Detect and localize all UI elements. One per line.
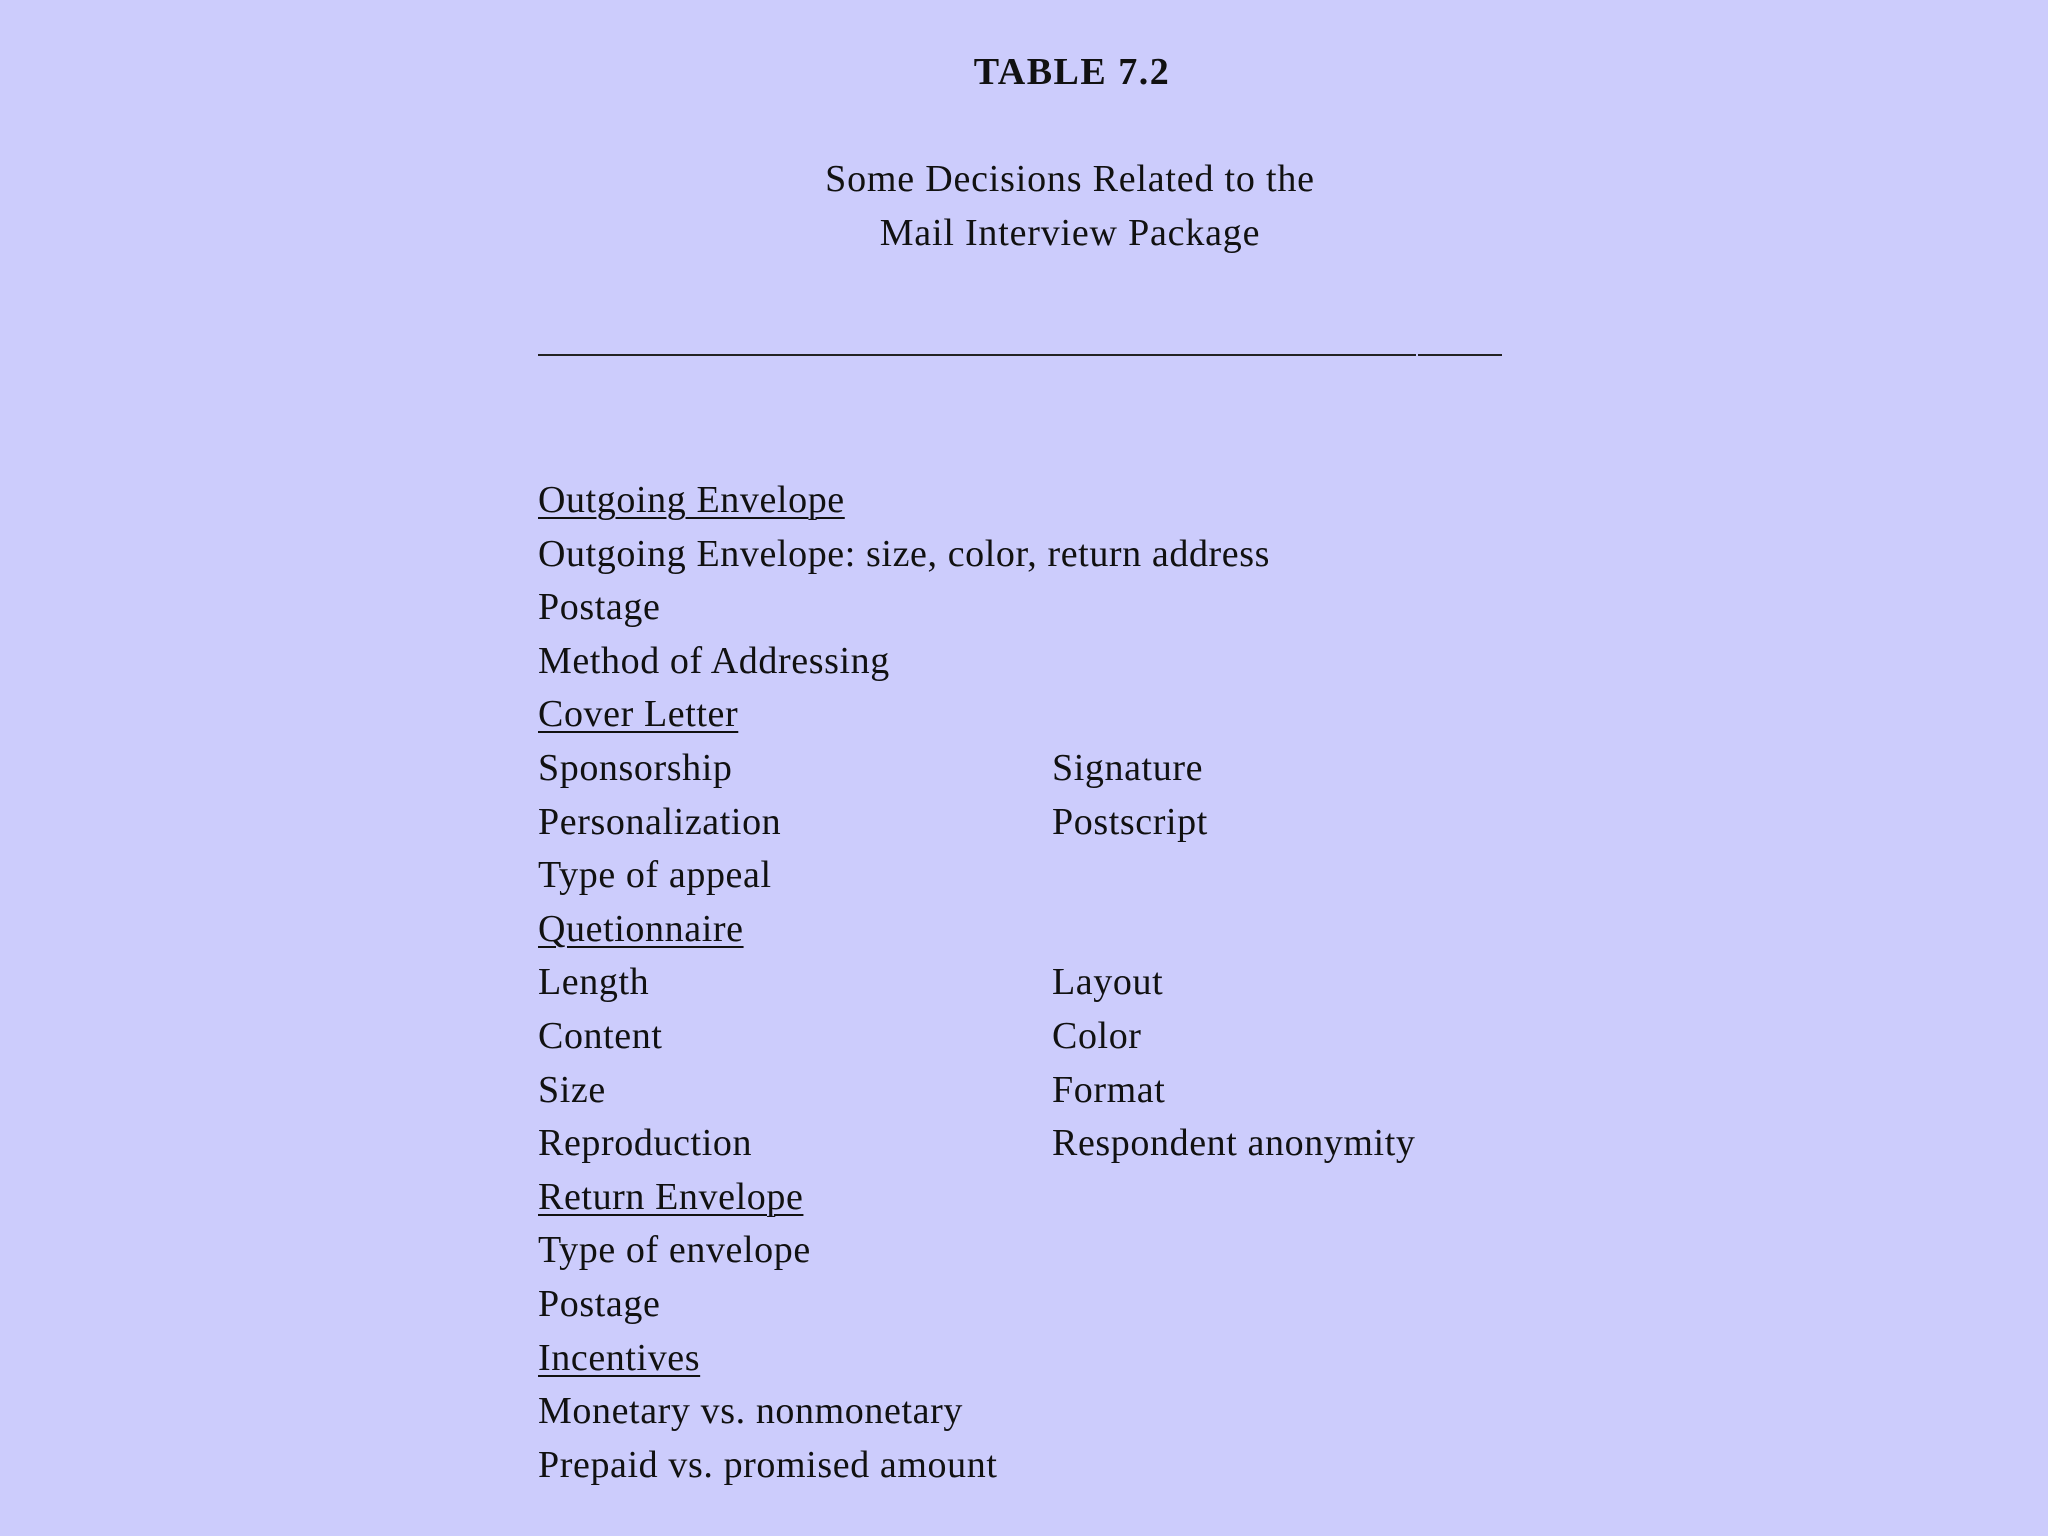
row-label: Outgoing Envelope xyxy=(538,479,845,521)
list-item xyxy=(538,635,1538,689)
list-item xyxy=(538,528,1538,582)
row-label: Prepaid vs. promised amount xyxy=(538,1443,998,1486)
list-item xyxy=(538,1117,1538,1171)
row-label: Content xyxy=(538,1014,663,1057)
row-label: Return Envelope xyxy=(538,1175,804,1218)
row-label: Monetary vs. nonmonetary xyxy=(538,1390,963,1433)
row-label-second-column: Postscript xyxy=(1052,800,1208,843)
table-title-line-2: Mail Interview Package xyxy=(879,212,1261,254)
section-heading-cover-letter xyxy=(538,688,1538,742)
header-rule xyxy=(538,354,1416,356)
row-label: Size xyxy=(538,1068,606,1111)
row-label: Postage xyxy=(538,586,661,629)
table-number: TABLE 7.2 xyxy=(973,51,1171,93)
row-label: Postage xyxy=(538,1282,661,1325)
list-item xyxy=(538,1010,1538,1064)
row-label-second-column: Layout xyxy=(1052,961,1164,1004)
header-rule-end xyxy=(1418,354,1502,356)
row-label-second-column: Signature xyxy=(1052,746,1204,789)
row-label: Method of Addressing xyxy=(538,639,890,682)
table-title-line-1: Some Decisions Related to the xyxy=(825,158,1315,200)
list-item xyxy=(538,742,1538,796)
list-item xyxy=(538,956,1538,1010)
list-item xyxy=(538,1224,1538,1278)
decision-list xyxy=(538,474,1538,1492)
row-label-second-column: Color xyxy=(1052,1014,1142,1057)
row-label: Incentives xyxy=(538,1336,701,1379)
list-item xyxy=(538,1064,1538,1118)
section-heading-incentives xyxy=(538,1332,1538,1386)
section-heading-return-envelope xyxy=(538,1171,1538,1225)
list-item xyxy=(538,1278,1538,1332)
table-title xyxy=(0,152,2048,260)
row-label-second-column: Format xyxy=(1052,1068,1166,1111)
list-item xyxy=(538,849,1538,903)
section-heading-outgoing-envelope xyxy=(538,474,1538,528)
list-item xyxy=(538,1385,1538,1439)
row-label: Reproduction xyxy=(538,1122,753,1165)
row-label: Outgoing Envelope: size, color, return address xyxy=(538,532,1271,575)
list-item xyxy=(538,1439,1538,1493)
section-heading-questionnaire xyxy=(538,903,1538,957)
row-label: Sponsorship xyxy=(538,746,733,789)
row-label: Type of appeal xyxy=(538,854,772,897)
row-label: Quetionnaire xyxy=(538,907,744,950)
list-item xyxy=(538,796,1538,850)
list-item xyxy=(538,581,1538,635)
row-label: Length xyxy=(538,961,650,1004)
row-label: Type of envelope xyxy=(538,1229,811,1272)
row-label: Cover Letter xyxy=(538,693,739,736)
row-label: Personalization xyxy=(538,800,782,843)
row-label-second-column: Respondent anonymity xyxy=(1052,1122,1416,1165)
